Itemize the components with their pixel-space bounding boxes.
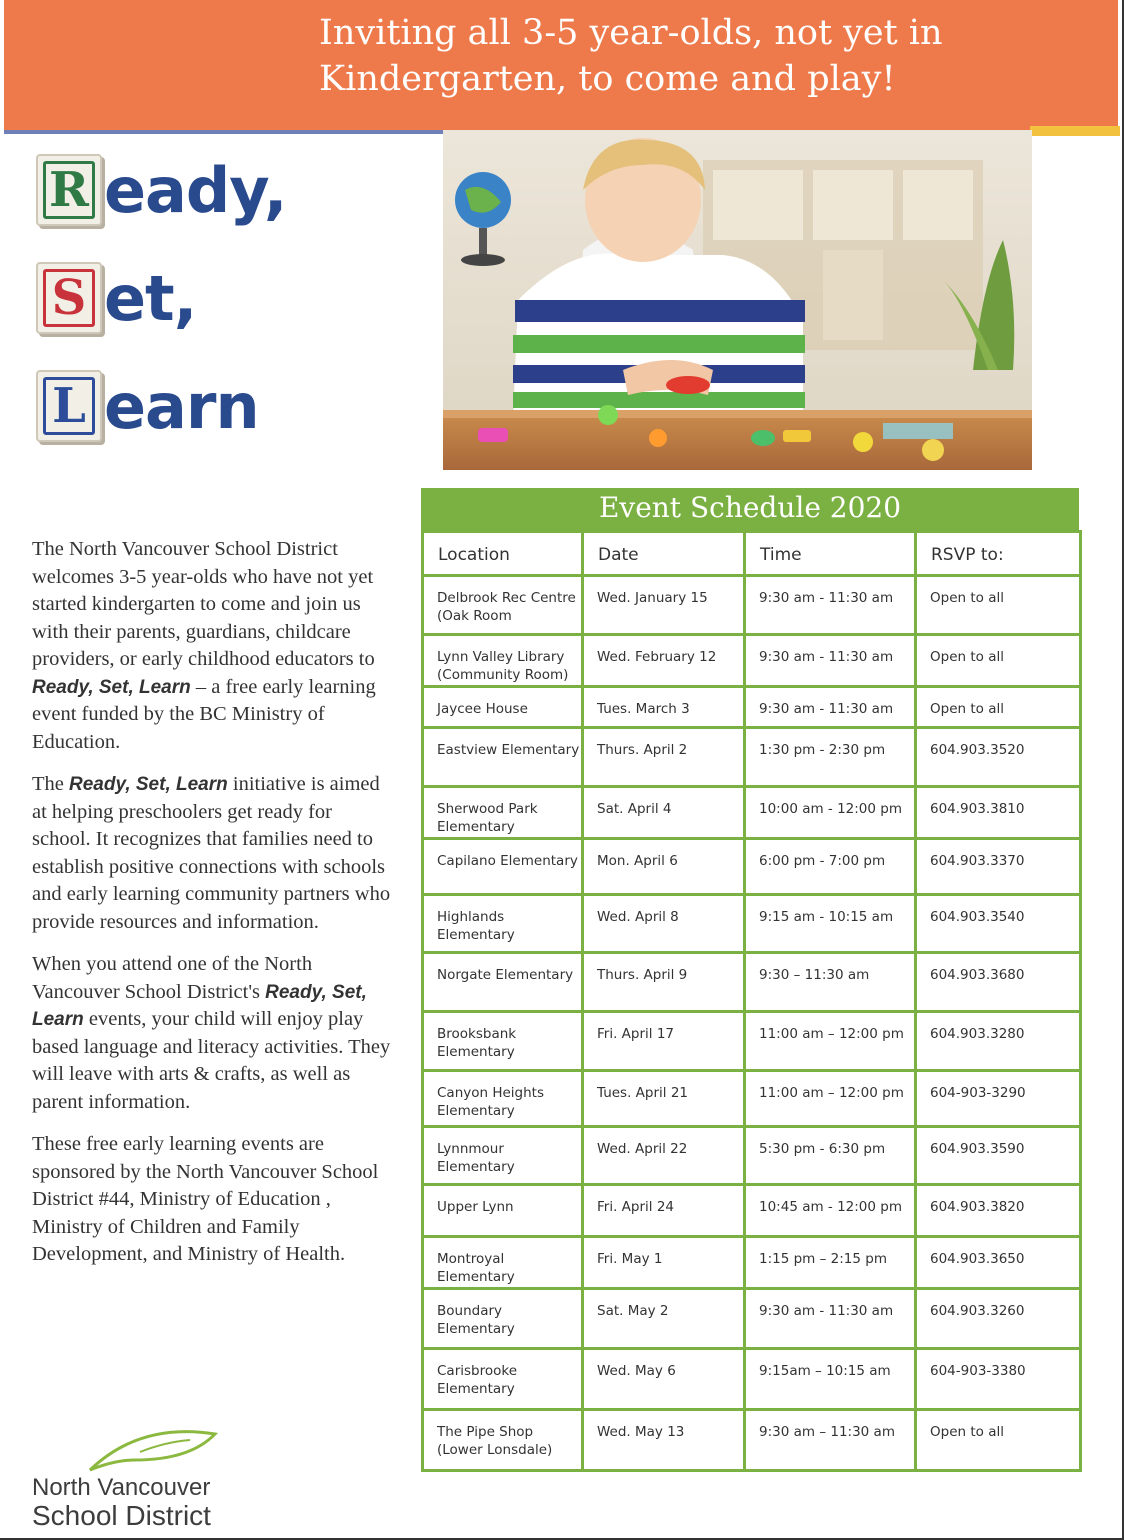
cell-date: Tues. March 3 <box>583 687 745 728</box>
header-location: Location <box>423 532 583 576</box>
intro-paragraph-4: These free early learning events are sponsored by the North Vancouver School District #44, Ministry of Education , Ministry of Children and Family Development, and Ministry of Health. <box>32 1133 379 1265</box>
cell-rsvp: Open to all <box>916 1410 1081 1471</box>
cell-location: Jaycee House <box>423 687 583 728</box>
cell-location: Boundary Elementary <box>423 1289 583 1349</box>
cell-rsvp: 604-903-3380 <box>916 1349 1081 1410</box>
table-row <box>423 1127 1081 1185</box>
emphasis-ready-set-learn: Ready, Set, Learn <box>69 774 228 795</box>
intro-paragraph-2: The Ready, Set, Learn initiative is aimed at helping preschoolers get ready for school. It recognizes that families need to establish positive connections with schools and early learning community partners who provide resources and information. <box>32 773 391 933</box>
cell-time: 1:30 pm - 2:30 pm <box>745 728 916 787</box>
cell-date: Wed. May 6 <box>583 1349 745 1410</box>
cell-rsvp: 604.903.3540 <box>916 895 1081 953</box>
event-schedule <box>421 488 1079 1472</box>
cell-date: Fri. May 1 <box>583 1237 745 1289</box>
cell-location: Carisbrooke Elementary <box>423 1349 583 1410</box>
cell-location: Eastview Elementary <box>423 728 583 787</box>
intro-text <box>32 536 392 1284</box>
title-word-learn: earn <box>104 370 259 443</box>
cell-time: 9:30 am - 11:30 am <box>745 576 916 635</box>
cell-rsvp: 604.903.3520 <box>916 728 1081 787</box>
cell-rsvp: 604.903.3280 <box>916 1012 1081 1071</box>
cell-date: Wed. May 13 <box>583 1410 745 1471</box>
cell-location: Delbrook Rec Centre (Oak Room <box>423 576 583 635</box>
cell-date: Wed. April 8 <box>583 895 745 953</box>
leaf-icon <box>30 1412 280 1482</box>
table-row <box>423 1071 1081 1127</box>
title-word-set: et, <box>104 262 197 335</box>
cell-date: Wed. January 15 <box>583 576 745 635</box>
cell-rsvp: 604.903.3810 <box>916 787 1081 839</box>
table-row <box>423 895 1081 953</box>
table-row <box>423 1410 1081 1471</box>
cell-time: 5:30 pm - 6:30 pm <box>745 1127 916 1185</box>
cell-time: 9:15am – 10:15 am <box>745 1349 916 1410</box>
cell-location: Capilano Elementary <box>423 839 583 895</box>
cell-time: 9:30 am - 11:30 am <box>745 1289 916 1349</box>
schedule-table <box>421 530 1082 1472</box>
cell-rsvp: 604.903.3650 <box>916 1237 1081 1289</box>
cell-location: Lynnmour Elementary <box>423 1127 583 1185</box>
table-row <box>423 839 1081 895</box>
cell-rsvp: 604.903.3590 <box>916 1127 1081 1185</box>
cell-time: 9:30 am – 11:30 am <box>745 1410 916 1471</box>
emphasis-ready-set-learn: Ready, Set, Learn <box>32 676 191 698</box>
table-row <box>423 1237 1081 1289</box>
cell-time: 10:45 am - 12:00 pm <box>745 1185 916 1237</box>
table-row <box>423 1185 1081 1237</box>
cell-date: Sat. April 4 <box>583 787 745 839</box>
table-row <box>423 687 1081 728</box>
cell-rsvp: Open to all <box>916 635 1081 687</box>
banner-line-2: Kindergarten, to come and play! <box>319 59 896 99</box>
cell-date: Wed. April 22 <box>583 1127 745 1185</box>
table-row <box>423 728 1081 787</box>
cell-time: 11:00 am – 12:00 pm <box>745 1012 916 1071</box>
title-set <box>36 254 196 334</box>
top-banner <box>4 0 1118 130</box>
cell-date: Thurs. April 9 <box>583 953 745 1012</box>
cell-location: Upper Lynn <box>423 1185 583 1237</box>
logo-text-line-1: North Vancouver <box>32 1474 211 1501</box>
cell-time: 11:00 am – 12:00 pm <box>745 1071 916 1127</box>
cell-location: Brooksbank Elementary <box>423 1012 583 1071</box>
title-ready <box>36 146 286 226</box>
cell-rsvp: 604.903.3260 <box>916 1289 1081 1349</box>
cell-date: Fri. April 17 <box>583 1012 745 1071</box>
cell-location: Montroyal Elementary <box>423 1237 583 1289</box>
cell-date: Tues. April 21 <box>583 1071 745 1127</box>
cell-rsvp: 604.903.3680 <box>916 953 1081 1012</box>
cell-time: 9:30 am - 11:30 am <box>745 687 916 728</box>
cell-rsvp: 604.903.3820 <box>916 1185 1081 1237</box>
header-date: Date <box>583 532 745 576</box>
logo-text-line-2: School District <box>32 1500 211 1531</box>
schedule-header-row <box>423 532 1081 576</box>
cell-location: Highlands Elementary <box>423 895 583 953</box>
cell-time: 9:15 am - 10:15 am <box>745 895 916 953</box>
banner-accent-corner <box>1030 126 1120 136</box>
cell-date: Thurs. April 2 <box>583 728 745 787</box>
cell-time: 9:30 am - 11:30 am <box>745 635 916 687</box>
table-row <box>423 787 1081 839</box>
intro-paragraph-3: When you attend one of the North Vancouver School District's Ready, Set, Learn events, your child will enjoy play based language and literacy activities. They will leave with arts & crafts, as well as parent information. <box>32 953 391 1113</box>
cell-location: The Pipe Shop (Lower Lonsdale) <box>423 1410 583 1471</box>
table-row <box>423 953 1081 1012</box>
cell-location: Canyon Heights Elementary <box>423 1071 583 1127</box>
child-playing-photo <box>443 130 1032 470</box>
table-row <box>423 1289 1081 1349</box>
letter-block-s: S <box>36 262 102 334</box>
title-learn <box>36 362 259 442</box>
cell-rsvp: 604-903-3290 <box>916 1071 1081 1127</box>
cell-location: Lynn Valley Library (Community Room) <box>423 635 583 687</box>
banner-line-1: Inviting all 3-5 year-olds, not yet in <box>319 13 943 53</box>
cell-rsvp: Open to all <box>916 576 1081 635</box>
cell-rsvp: Open to all <box>916 687 1081 728</box>
cell-location: Norgate Elementary <box>423 953 583 1012</box>
intro-paragraph-1: The North Vancouver School District welcomes 3-5 year-olds who have not yet started kindergarten to come and join us with their parents, guardians, childcare providers, or early childhood educators to Ready, Set, Learn – a free early learning event funded by the BC Ministry of Education. <box>32 538 376 753</box>
cell-location: Sherwood Park Elementary <box>423 787 583 839</box>
cell-date: Mon. April 6 <box>583 839 745 895</box>
banner-text <box>319 10 1079 102</box>
cell-time: 1:15 pm – 2:15 pm <box>745 1237 916 1289</box>
schedule-title: Event Schedule 2020 <box>421 488 1079 530</box>
school-district-logo <box>30 1412 280 1540</box>
table-row <box>423 1012 1081 1071</box>
cell-time: 9:30 – 11:30 am <box>745 953 916 1012</box>
cell-time: 10:00 am - 12:00 pm <box>745 787 916 839</box>
cell-date: Wed. February 12 <box>583 635 745 687</box>
letter-block-r: R <box>36 154 102 226</box>
table-row <box>423 576 1081 635</box>
cell-rsvp: 604.903.3370 <box>916 839 1081 895</box>
cell-date: Sat. May 2 <box>583 1289 745 1349</box>
letter-block-l: L <box>36 370 102 442</box>
header-rsvp: RSVP to: <box>916 532 1081 576</box>
header-time: Time <box>745 532 916 576</box>
cell-time: 6:00 pm - 7:00 pm <box>745 839 916 895</box>
table-row <box>423 635 1081 687</box>
cell-date: Fri. April 24 <box>583 1185 745 1237</box>
title-word-ready: eady, <box>104 154 287 227</box>
emphasis-ready-set-learn: Ready, Set, Learn <box>32 981 367 1030</box>
table-row <box>423 1349 1081 1410</box>
